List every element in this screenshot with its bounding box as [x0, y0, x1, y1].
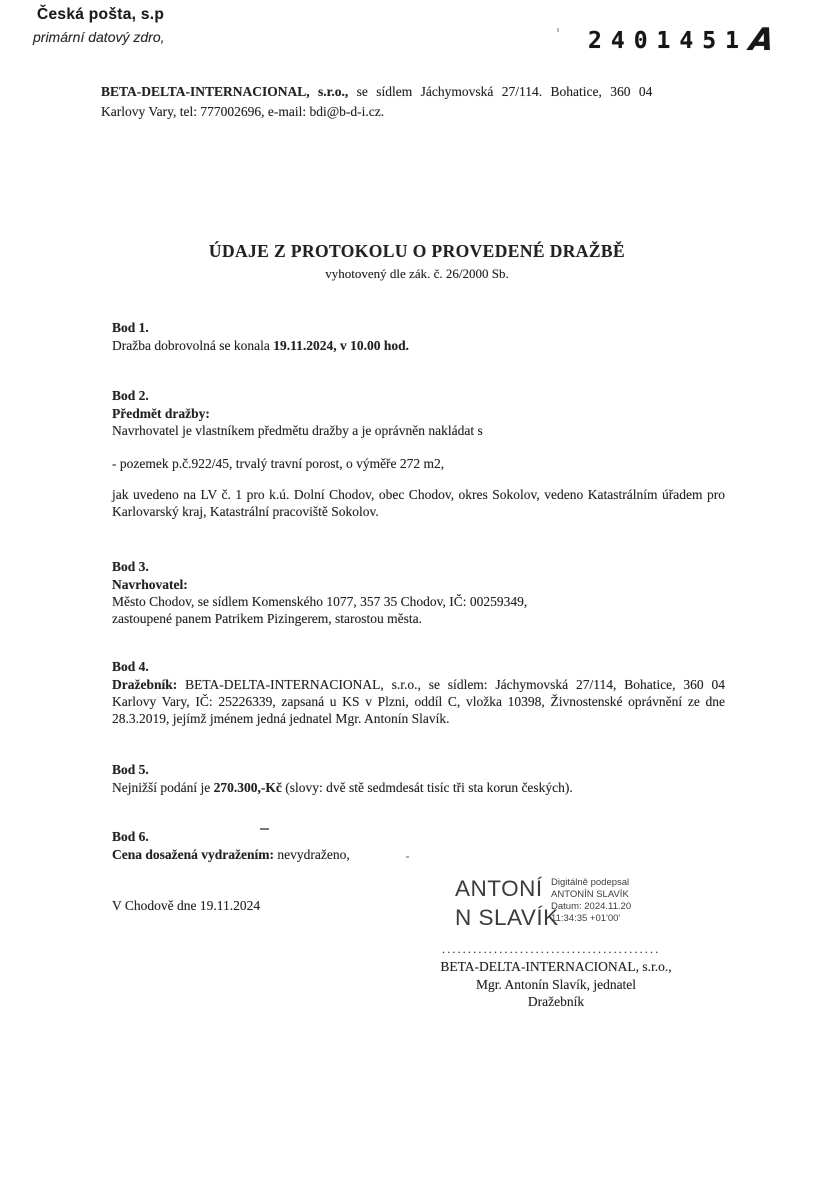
section-bod2-heading: Bod 2.	[112, 388, 149, 403]
signature-person: Mgr. Antonín Slavík, jednatel	[475, 976, 637, 992]
digital-signature-detail-line1: Digitálně podepsal	[551, 877, 630, 888]
bod4-paragraph	[112, 676, 725, 727]
header-org-name: Česká pošta, s.p	[37, 6, 165, 23]
signature-block	[410, 958, 702, 1011]
bod3-line2: zastoupené panem Patrikem Pizingerem, starostou města.	[112, 611, 423, 626]
scan-artifact-speck	[557, 28, 559, 32]
bod3-subheading: Navrhovatel:	[112, 577, 188, 592]
bod6-value: nevydraženo,	[274, 847, 350, 862]
bod5-text-normal: Nejnižší podání je	[112, 780, 214, 795]
bod6-text	[112, 846, 350, 863]
digital-signature-name	[455, 874, 559, 932]
bod2-bullet-item: - pozemek p.č.922/45, trvalý travní porost, o výměře 272 m2,	[112, 456, 445, 471]
intro-line1-rest: se sídlem Jáchymovská 27/114. Bohatice, 360 04	[348, 84, 653, 99]
header-org-subline: primární datový zdro,	[33, 29, 165, 45]
section-bod1-text	[112, 337, 409, 354]
digital-signature-detail-line3: Datum: 2024.11.20	[551, 901, 632, 912]
bod4-label: Dražebník:	[112, 677, 178, 692]
signature-role: Dražebník	[527, 994, 585, 1009]
section-bod4-heading: Bod 4.	[112, 659, 149, 674]
intro-line1	[101, 82, 717, 102]
stamp-number: 2401451	[588, 28, 748, 54]
section-bod3-heading: Bod 3.	[112, 559, 149, 574]
bod1-text-normal: Dražba dobrovolná se konala	[112, 338, 274, 353]
section-bod1-heading: Bod 1.	[112, 320, 149, 335]
signature-company: BETA-DELTA-INTERNACIONAL, s.r.o.,	[440, 959, 672, 974]
bod5-text-after: (slovy: dvě stě sedmdesát tisíc tři sta korun českých).	[281, 780, 573, 795]
section-bod6-heading: Bod 6.	[112, 829, 149, 844]
digital-signature-details	[551, 877, 631, 925]
bod1-date-time: 19.11.2024, v 10.00 hod.	[273, 338, 409, 353]
stamp-letter: A	[747, 22, 777, 58]
bod5-text	[112, 779, 573, 796]
stamp	[588, 20, 777, 58]
bod4-text: BETA-DELTA-INTERNACIONAL, s.r.o., se sídlem: Jáchymovská 27/114, Bohatice, 360 04 Karlovy Vary, IČ: 25226339, zapsaná u KS v Plzni, oddíl C, vložka 10398, Živnostenské oprávnění ze dne 28.3.2019, jejímž jménem jedná jednatel Mgr. Antonín Slavík.	[112, 677, 725, 726]
digital-signature-detail-line2: ANTONÍN SLAVÍK	[551, 889, 629, 900]
bod3-line1: Město Chodov, se sídlem Komenského 1077, 357 35 Chodov, IČ: 00259349,	[112, 594, 528, 609]
scan-artifact-dot	[406, 856, 409, 858]
intro-paragraph	[101, 82, 717, 122]
digital-signature-name-line1: ANTONÍ	[455, 876, 543, 901]
document-subtitle: vyhotovený dle zák. č. 26/2000 Sb.	[325, 266, 509, 281]
bod6-label: Cena dosažená vydražením:	[112, 847, 274, 862]
intro-company-name: BETA-DELTA-INTERNACIONAL, s.r.o.,	[101, 84, 349, 99]
digital-signature-name-line2: N SLAVÍK	[455, 905, 559, 930]
signature-dotted-line: ..........................................	[442, 942, 661, 956]
place-date-line: V Chodově dne 19.11.2024	[112, 898, 261, 913]
intro-line2: Karlovy Vary, tel: 777002696, e-mail: bdi@b-d-i.cz.	[101, 104, 385, 119]
digital-signature-detail-line4: 11:34:35 +01'00'	[551, 913, 621, 924]
document-title: ÚDAJE Z PROTOKOLU O PROVEDENÉ DRAŽBĚ	[208, 241, 626, 261]
bod2-subheading: Předmět dražby:	[112, 406, 210, 421]
bod2-paragraph: jak uvedeno na LV č. 1 pro k.ú. Dolní Chodov, obec Chodov, okres Sokolov, vedeno Katastrálním úřadem pro Karlovarský kraj, Katastrální pracoviště Sokolov.	[112, 487, 725, 519]
bod2-line1: Navrhovatel je vlastníkem předmětu dražby a je oprávněn nakládat s	[112, 423, 483, 438]
section-bod5-heading: Bod 5.	[112, 762, 149, 777]
scan-artifact-dash	[260, 828, 269, 830]
bod5-price: 270.300,-Kč	[213, 780, 282, 795]
